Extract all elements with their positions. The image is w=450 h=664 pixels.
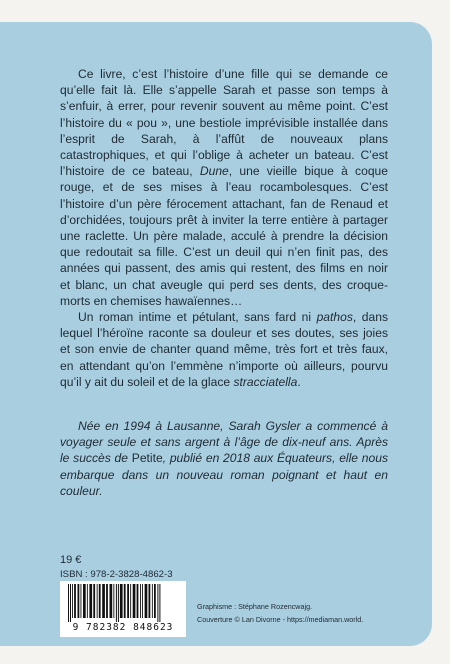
barcode-bar xyxy=(106,584,108,618)
barcode-bar xyxy=(159,584,160,622)
barcode-bar xyxy=(157,584,158,622)
barcode-bar xyxy=(102,584,105,618)
barcode-bar xyxy=(137,584,139,618)
barcode-bars xyxy=(66,584,180,622)
barcode-bar xyxy=(127,584,129,618)
cover-credit: Couverture © Lan Divorne - https://mediaman.world. xyxy=(197,614,364,624)
blurb-text: , dans lequel l’héroïne raconte sa douleur et ses doutes, ses joies et son envie de chanter quand même, très fort et très faux, en attendant qu’on l’emmène n’importe où ailleurs, pourvu qu’il y ait du soleil et de la glace xyxy=(60,310,388,389)
bio-text: Née en 1994 à Lausanne, Sarah Gysler a commencé à voyager seule et sans argent à l’âge de dix-neuf ans. Après le succès de xyxy=(60,419,388,466)
barcode-bar xyxy=(120,584,123,618)
barcode-bar xyxy=(72,584,73,618)
barcode-bar xyxy=(81,584,82,618)
barcode-bar xyxy=(145,584,148,618)
barcode-bar xyxy=(99,584,101,618)
barcode-bar xyxy=(78,584,80,618)
barcode-bar xyxy=(70,584,71,622)
book-blurb xyxy=(60,66,388,390)
blurb-paragraph-1 xyxy=(60,66,388,309)
barcode-bar xyxy=(93,584,95,618)
barcode-bar xyxy=(83,584,86,618)
blurb-text: , une vieille bique à coque rouge, et de ses mises à l’eau rocambolesques. C’est l’histoire d’un père férocement attachant, fan de Renaud et d’orchidées, toujours prêt à inviter la terre entière à partager une raclette. Un père malade, acculé à prendre la décision que redoutait sa fille. C’est un deuil qui n’en finit pas, des années qui passent, des amis qui restent, des films en noir et blanc, un chat aveugle qui perd ses dents, des croque-morts en chemises hawaïennes… xyxy=(60,164,389,308)
barcode-bar xyxy=(124,584,126,618)
barcode-bar xyxy=(110,584,113,618)
barcode-bar xyxy=(89,584,92,618)
barcode-bar xyxy=(142,584,143,618)
design-credit: Graphisme : Stéphane Rozencwajg. xyxy=(197,602,313,611)
barcode-bar xyxy=(113,584,114,618)
price: 19 € xyxy=(60,554,82,566)
barcode-bar xyxy=(87,584,88,618)
boat-name: Dune xyxy=(199,164,229,179)
credits xyxy=(197,601,363,626)
emphasis-stracciatella: stracciatella xyxy=(233,374,298,389)
isbn: ISBN : 978-2-3828-4862-3 xyxy=(60,569,173,580)
barcode-bar xyxy=(116,584,117,622)
emphasis-pathos: pathos xyxy=(316,310,353,325)
barcode-bar xyxy=(140,584,141,618)
barcode-bar xyxy=(149,584,151,618)
barcode-bar xyxy=(74,584,76,618)
barcode-bar xyxy=(97,584,98,618)
barcode-bar xyxy=(152,584,153,618)
bio-paragraph xyxy=(60,418,388,499)
author-bio xyxy=(60,418,388,499)
blurb-text: . xyxy=(297,374,301,389)
barcode-bar xyxy=(118,584,119,622)
blurb-text: Un roman intime et pétulant, sans fard ni xyxy=(78,310,317,325)
blurb-text: Ce livre, c’est l’histoire d’une fille qui se demande ce qu’elle fait là. Elle s’appelle Sarah et passe son temps à s’enfuir, à errer, pour revenir souvent au même point. C’est l’histoire du « pou », une bestiole imprévisible installée dans l’esprit de Sarah, à l’affût de nouveaux plans catastrophiques, et qui l’oblige à acheter un bateau. C’est l’histoire de ce bateau, xyxy=(60,67,388,179)
barcode-bar xyxy=(130,584,131,618)
blurb-paragraph-2 xyxy=(60,309,388,390)
barcode-bar xyxy=(68,584,69,622)
barcode-digits: 9 782382 848623 xyxy=(72,622,174,633)
previous-book-title: Petite xyxy=(131,451,163,466)
bio-text: , publié en 2018 aux Équateurs, elle nous embarque dans un nouveau roman poignant et haut en couleur. xyxy=(60,451,388,498)
barcode xyxy=(60,581,186,637)
barcode-bar xyxy=(154,584,156,618)
barcode-bar xyxy=(133,584,136,618)
